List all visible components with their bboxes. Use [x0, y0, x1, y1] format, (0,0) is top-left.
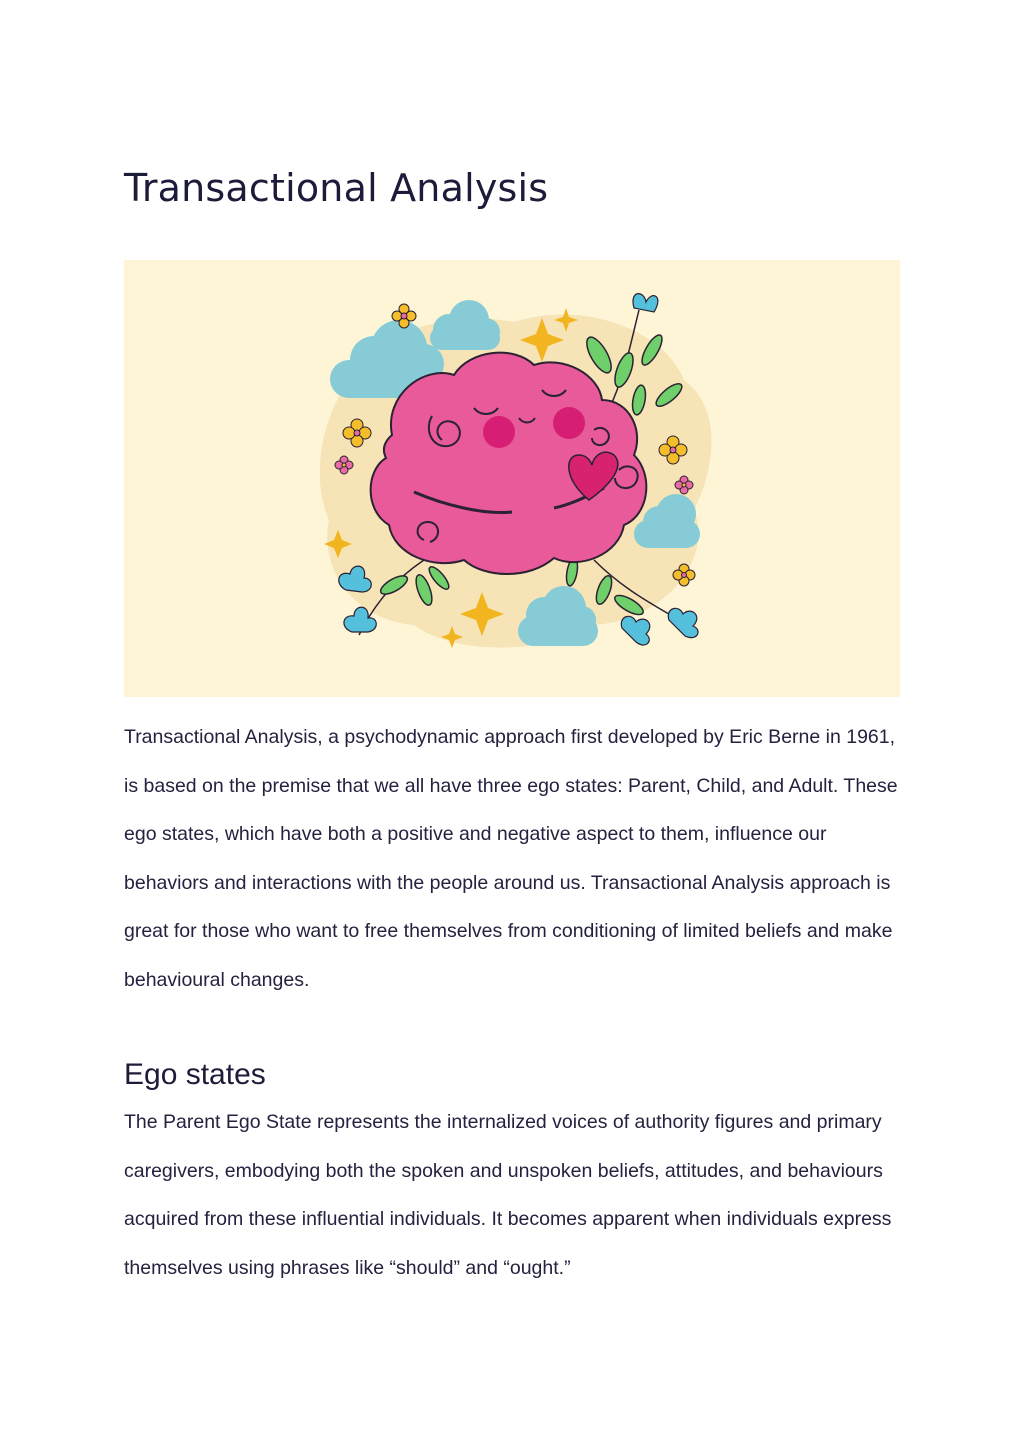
intro-paragraph: Transactional Analysis, a psychodynamic approach first developed by Eric Berne in 1961, is based on the premise that we all have three ego states: Parent, Child, and Adult. These ego states, which have both a positive and negative aspect to them, influence our behaviors and interactions with the people around us. Transactional Analysis approach is great for those who want to free themselves from conditioning of limited beliefs and make behavioural changes.	[124, 726, 898, 991]
cheek	[553, 407, 585, 439]
section-heading-ego-states: Ego states	[124, 1058, 266, 1091]
cheek	[483, 416, 515, 448]
parent-ego-state-paragraph: The Parent Ego State represents the internalized voices of authority figures and primary caregivers, embodying both the spoken and unspoken beliefs, attitudes, and behaviours acquired from these influential individuals. It becomes apparent when individuals express themselves using phrases like “should” and “ought.”	[124, 1111, 892, 1279]
hero-illustration	[124, 260, 900, 697]
page-title: Transactional Analysis	[124, 166, 549, 210]
brain-hug-illustration	[124, 260, 900, 697]
